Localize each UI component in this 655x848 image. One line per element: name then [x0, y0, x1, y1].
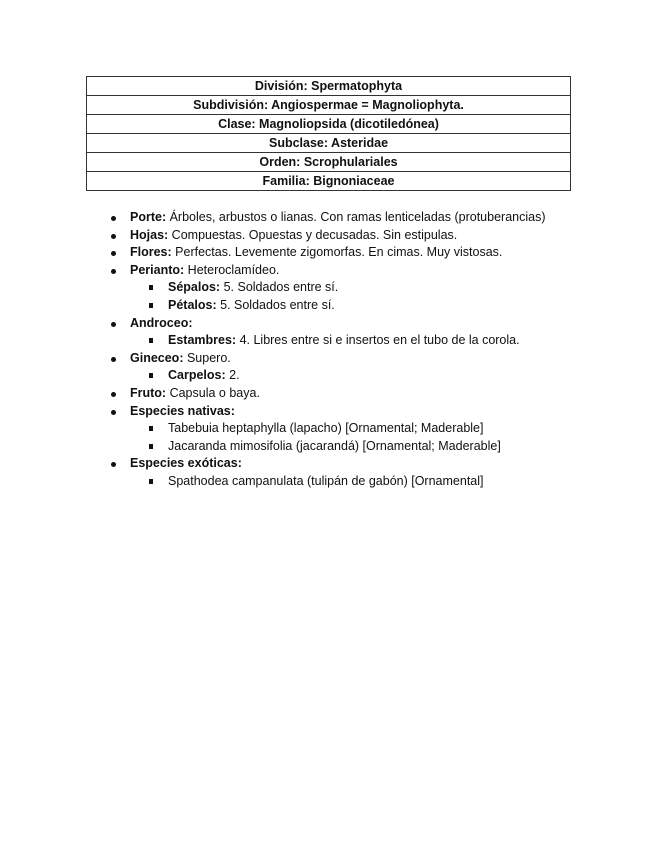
sublist — [130, 332, 628, 350]
item-label: Hojas: — [130, 227, 169, 242]
list-item-perianto — [108, 262, 628, 315]
item-label: Fruto: — [130, 385, 167, 400]
subitem-text: 4. Libres entre si e insertos en el tubo de la corola. — [236, 333, 520, 348]
subitem-text: Jacaranda mimosifolia (jacarandá) [Ornamental; Maderable] — [168, 438, 501, 453]
taxonomy-subdivision: Subdivisión: Angiospermae = Magnoliophyta. — [87, 96, 571, 115]
taxonomy-row — [87, 134, 571, 153]
list-item-flores — [108, 244, 628, 262]
taxonomy-row — [87, 153, 571, 172]
subitem-text: Spathodea campanulata (tulipán de gabón) [Ornamental] — [168, 473, 484, 488]
taxonomy-table — [86, 76, 571, 191]
subitem-text: 2. — [225, 368, 240, 383]
subitem-text: Tabebuia heptaphylla (lapacho) [Ornamental; Maderable] — [168, 421, 484, 436]
taxonomy-class: Clase: Magnoliopsida (dicotiledónea) — [87, 115, 571, 134]
list-item-porte — [108, 209, 628, 227]
taxonomy-family: Familia: Bignoniaceae — [87, 172, 571, 191]
taxonomy-row — [87, 77, 571, 96]
characteristics-list — [108, 209, 628, 491]
sublist-item-carpelos — [130, 367, 628, 385]
item-label: Porte: — [130, 210, 167, 224]
taxonomy-subclass: Subclase: Asteridae — [87, 134, 571, 153]
taxonomy-row — [87, 172, 571, 191]
item-label: Perianto: — [130, 262, 185, 277]
subitem-label: Sépalos: — [168, 280, 221, 295]
list-item-gineceo — [108, 350, 628, 385]
subitem-text: 5. Soldados entre sí. — [220, 280, 339, 295]
sublist-item-species — [130, 420, 628, 438]
subitem-label: Estambres: — [168, 333, 237, 348]
sublist-item-species — [130, 438, 628, 456]
sublist-item-species — [130, 473, 628, 491]
item-label: Flores: — [130, 245, 172, 260]
item-text: Perfectas. Levemente zigomorfas. En cimas. Muy vistosas. — [171, 245, 503, 260]
item-label: Androceo: — [130, 315, 193, 330]
sublist-item-sepalos — [130, 279, 628, 297]
list-item-especies-exoticas — [108, 455, 628, 490]
subitem-text: 5. Soldados entre sí. — [216, 297, 335, 312]
sublist — [130, 420, 628, 455]
sublist-item-estambres — [130, 332, 628, 350]
item-text: Heteroclamídeo. — [184, 262, 280, 277]
list-item-androceo — [108, 315, 628, 350]
taxonomy-row — [87, 115, 571, 134]
taxonomy-order: Orden: Scrophulariales — [87, 153, 571, 172]
sublist — [130, 473, 628, 491]
sublist — [130, 279, 628, 314]
list-item-hojas — [108, 227, 628, 245]
sublist-item-petalos — [130, 297, 628, 315]
item-label: Especies exóticas: — [130, 456, 242, 471]
item-text: Árboles, arbustos o lianas. Con ramas lenticeladas (protuberancias) — [166, 210, 546, 224]
item-label: Gineceo: — [130, 350, 184, 365]
sublist — [130, 367, 628, 385]
taxonomy-division: División: Spermatophyta — [87, 77, 571, 96]
list-item-especies-nativas — [108, 403, 628, 456]
item-text: Compuestas. Opuestas y decusadas. Sin estipulas. — [168, 227, 458, 242]
item-text: Capsula o baya. — [166, 385, 260, 400]
item-label: Especies nativas: — [130, 403, 235, 418]
taxonomy-row — [87, 96, 571, 115]
list-item-fruto — [108, 385, 628, 403]
item-text: Supero. — [183, 350, 231, 365]
subitem-label: Carpelos: — [168, 368, 226, 383]
subitem-label: Pétalos: — [168, 297, 217, 312]
